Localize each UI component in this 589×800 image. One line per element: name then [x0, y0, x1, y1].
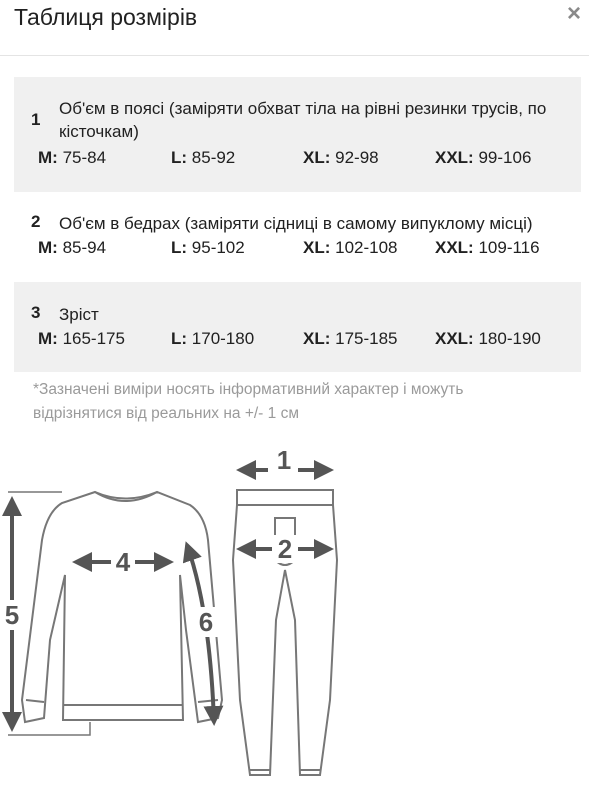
label-chest: 4: [115, 547, 131, 577]
size-value: 109-116: [478, 238, 540, 257]
size-row-height: [14, 282, 581, 372]
size-label: XXL:: [435, 329, 474, 348]
modal-title: Таблиця розмірів: [14, 4, 198, 30]
label-hips: 2: [277, 534, 293, 564]
size-value: 170-180: [191, 329, 255, 348]
row-number: 1: [31, 110, 41, 129]
size-label: M:: [38, 329, 58, 348]
size-value: 95-102: [191, 238, 245, 257]
disclaimer-note: *Зазначені виміри носять інформативний характер і можуть відрізнятися від реальних на +/- 1 см: [33, 381, 464, 422]
size-label: L:: [171, 238, 188, 257]
size-label: XXL:: [435, 238, 474, 257]
measurement-illustration: [0, 440, 350, 800]
label-waist: 1: [276, 445, 292, 475]
size-value: 175-185: [335, 329, 398, 348]
size-row-waist: [14, 77, 581, 192]
size-label: M:: [38, 238, 58, 257]
label-sleeve: 6: [198, 607, 214, 637]
label-height: 5: [4, 600, 20, 630]
size-value: 99-106: [478, 148, 532, 167]
row-number: 2: [31, 212, 41, 231]
size-value: 180-190: [478, 329, 541, 348]
size-label: L:: [171, 329, 188, 348]
row-description: Зріст: [59, 305, 99, 324]
row-number: 3: [31, 303, 41, 322]
size-value: 92-98: [335, 148, 379, 167]
size-label: XL:: [303, 238, 331, 257]
size-value: 85-92: [191, 148, 236, 167]
row-description: Об'єм в бедрах (заміряти сідниці в самому випуклому місці): [59, 214, 533, 233]
size-value: 165-175: [62, 329, 125, 348]
modal-header: [0, 0, 589, 56]
shirt-outline: [22, 492, 222, 722]
size-value: 85-94: [62, 238, 107, 257]
close-icon[interactable]: ×: [566, 0, 581, 27]
size-label: XL:: [303, 329, 331, 348]
size-label: L:: [171, 148, 188, 167]
size-row-hips: [14, 193, 581, 281]
pants-outline: [233, 490, 337, 775]
size-label: M:: [38, 148, 58, 167]
size-value: 102-108: [335, 238, 398, 257]
size-label: XL:: [303, 148, 331, 167]
size-label: XXL:: [435, 148, 474, 167]
row-description: Об'єм в поясі (заміряти обхват тіла на рівні резинки трусів, по кісточкам): [59, 99, 547, 141]
size-value: 75-84: [62, 148, 107, 167]
